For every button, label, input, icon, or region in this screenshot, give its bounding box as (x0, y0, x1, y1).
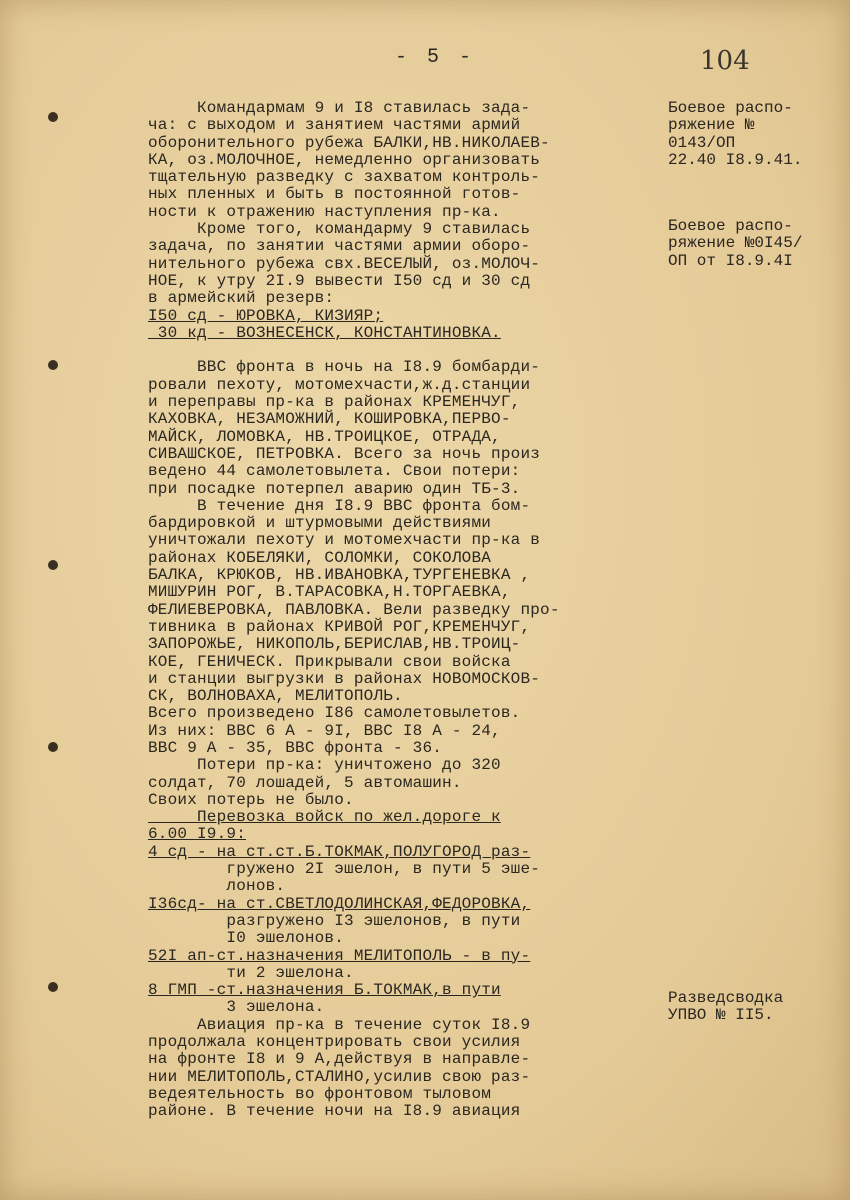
text-line: Перевозка войск по жел.дороге к (148, 808, 501, 827)
margin-note-line: Разведсводка (668, 989, 784, 1007)
text-line: СК, ВОЛНОВАХА, МЕЛИТОПОЛЬ. (148, 687, 403, 706)
text-line: и переправы пр-ка в районах КРЕМЕНЧУГ, (148, 393, 521, 412)
text-line: 6.00 I9.9: (148, 825, 247, 844)
margin-note-line: ряжение № (668, 116, 755, 135)
text-line: ности к отражению наступления пр-ка. (148, 202, 501, 221)
text-line: ведено 44 самолетовылета. Свои потери: (148, 462, 521, 481)
text-line: разгружено I3 эшелонов, в пути (148, 911, 521, 930)
text-line: ных пленных и быть в постоянной готов- (148, 185, 521, 204)
text-line: I50 сд - ЮРОВКА, КИЗИЯР; (148, 306, 384, 325)
text-line: Авиация пр-ка в течение суток I8.9 (148, 1015, 531, 1034)
text-line: районах КОБЕЛЯКИ, СОЛОМКИ, СОКОЛОВА (148, 548, 492, 567)
text-line: лонов. (148, 877, 286, 896)
margin-note-order-0145 (668, 218, 802, 270)
text-line: при посадке потерпел аварию один ТБ-3. (148, 479, 521, 498)
text-line: ти 2 эшелона. (148, 963, 354, 982)
margin-note-line: Боевое распо- (668, 99, 793, 117)
binding-hole (48, 560, 58, 570)
text-line: и станции выгрузки в районах НОВОМОСКОВ- (148, 669, 541, 688)
text-line: МАЙСК, ЛОМОВКА, НВ.ТРОИЦКОЕ, ОТРАДА, (148, 427, 501, 446)
margin-note-line: УПВО № II5. (668, 1006, 774, 1025)
text-line: I36сд- на ст.СВЕТЛОДОЛИНСКАЯ,ФЕДОРОВКА, (148, 894, 531, 913)
binding-hole (48, 982, 58, 992)
margin-note-order-0143 (668, 100, 802, 169)
margin-note-line: 0143/ОП (668, 133, 736, 152)
binding-hole (48, 742, 58, 752)
text-line: СИВАШСКОЕ, ПЕТРОВКА. Всего за ночь произ (148, 444, 541, 463)
text-line: в армейский резерв: (148, 289, 335, 308)
text-line: нительного рубежа свх.ВЕСЕЛЫЙ, оз.МОЛОЧ- (148, 254, 541, 273)
text-line: районе. В течение ночи на I8.9 авиация (148, 1102, 521, 1121)
text-line: МИШУРИН РОГ, В.ТАРАСОВКА,Н.ТОРГАЕВКА, (148, 583, 511, 602)
text-line: гружено 2I эшелон, в пути 5 эше- (148, 860, 541, 879)
text-line: БАЛКА, КРЮКОВ, НВ.ИВАНОВКА,ТУРГЕНЕВКА , (148, 566, 531, 585)
margin-note-recon-report (668, 990, 783, 1025)
text-line: уничтожали пехоту и мотомехчасти пр-ка в (148, 531, 541, 550)
text-line: продолжала концентрировать свои усилия (148, 1033, 521, 1052)
text-line: Кроме того, командарму 9 ставилась (148, 220, 531, 239)
text-line: нии МЕЛИТОПОЛЬ,СТАЛИНО,усилив свою раз- (148, 1067, 531, 1086)
text-line: тивника в районах КРИВОЙ РОГ,КРЕМЕНЧУГ, (148, 617, 531, 636)
text-line: Командармам 9 и I8 ставилась зада- (148, 99, 531, 117)
text-line: 52I ап-ст.назначения МЕЛИТОПОЛЬ - в пу- (148, 946, 531, 965)
text-line: ведеятельность во фронтовом тыловом (148, 1084, 492, 1103)
text-line: 3 эшелона. (148, 998, 325, 1017)
margin-note-line: ОП от I8.9.4I (668, 251, 793, 270)
text-line: тщательную разведку с захватом контроль- (148, 168, 541, 187)
margin-note-line: Боевое распо- (668, 217, 793, 235)
text-line: Из них: ВВС 6 А - 9I, ВВС I8 А - 24, (148, 721, 501, 740)
main-text (148, 100, 668, 1121)
page-number: - 5 - (395, 46, 476, 69)
binding-hole (48, 360, 58, 370)
margin-note-line: ряжение №0I45/ (668, 234, 803, 253)
text-line: 30 кд - ВОЗНЕСЕНСК, КОНСТАНТИНОВКА. (148, 323, 501, 342)
text-line: ровали пехоту, мотомехчасти,ж.д.станции (148, 375, 531, 394)
text-line: 4 сд - на ст.ст.Б.ТОКМАК,ПОЛУГОРОД раз- (148, 842, 531, 861)
text-line: на фронте I8 и 9 А,действуя в направле- (148, 1050, 531, 1069)
text-line: ВВС фронта в ночь на I8.9 бомбарди- (148, 358, 541, 377)
text-line: I0 эшелонов. (148, 929, 345, 948)
text-line: КОЕ, ГЕНИЧЕСК. Прикрывали свои войска (148, 652, 511, 671)
text-line: бардировкой и штурмовыми действиями (148, 514, 492, 533)
binding-hole (48, 112, 58, 122)
text-line: В течение дня I8.9 ВВС фронта бом- (148, 496, 531, 515)
text-line: солдат, 70 лошадей, 5 автомашин. (148, 773, 462, 792)
text-line: 8 ГМП -ст.назначения Б.ТОКМАК,в пути (148, 981, 501, 1000)
text-line: КА, оз.МОЛОЧНОЕ, немедленно организовать (148, 150, 541, 169)
text-line (148, 342, 668, 359)
text-line: Всего произведено I86 самолетовылетов. (148, 704, 521, 723)
text-line: Своих потерь не было. (148, 790, 354, 809)
text-line: ча: с выходом и занятием частями армий (148, 116, 521, 135)
text-line: ЗАПОРОЖЬЕ, НИКОПОЛЬ,БЕРИСЛАВ,НВ.ТРОИЦ- (148, 635, 521, 654)
text-line: ФЕЛИЕВЕРОВКА, ПАВЛОВКА. Вели разведку про- (148, 600, 560, 619)
text-line: НОЕ, к утру 2I.9 вывести I50 сд и 30 сд (148, 271, 531, 290)
text-line: ВВС 9 А - 35, ВВС фронта - 36. (148, 738, 443, 757)
text-line: оборонительного рубежа БАЛКИ,НВ.НИКОЛАЕВ- (148, 133, 550, 152)
text-line: задача, по занятии частями армии оборо- (148, 237, 531, 256)
folio-number: 104 (700, 46, 750, 76)
margin-note-line: 22.40 I8.9.41. (668, 150, 803, 169)
text-line: КАХОВКА, НЕЗАМОЖНИЙ, КОШИРОВКА,ПЕРВО- (148, 410, 511, 429)
text-line: Потери пр-ка: уничтожено до 320 (148, 756, 501, 775)
